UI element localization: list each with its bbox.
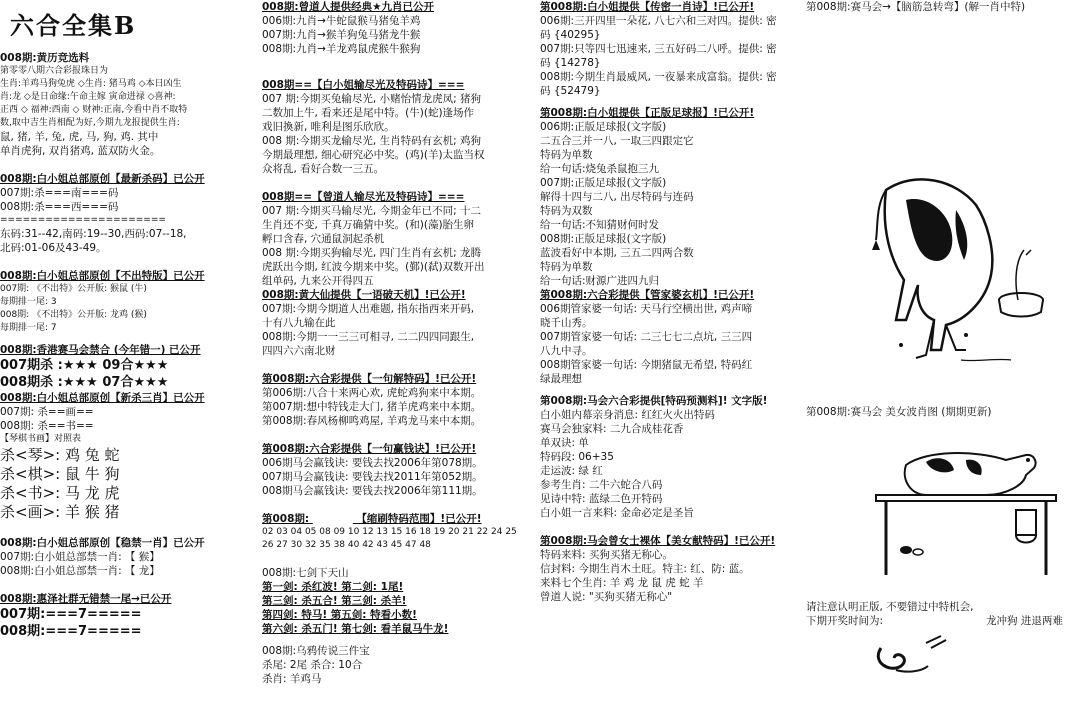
text-line: 008期:===7===== bbox=[0, 624, 142, 639]
section-zeng-poem bbox=[262, 190, 532, 288]
text-line: 006期:正版足球报(文字版) bbox=[540, 121, 667, 133]
text-line: 第四剑: 特马! 第五剑: 特看小数! bbox=[262, 609, 417, 621]
text-line: 007期:九肖→猴羊狗兔马猪龙牛猴 bbox=[262, 29, 421, 41]
text-line: 006期马会赢钱诀: 要钱去找2006年第078期。 bbox=[262, 457, 483, 469]
text-line: 单双诀: 单 bbox=[540, 437, 589, 449]
text-line: 008期:白小姐总部禁一肖: 【 龙】 bbox=[0, 565, 160, 577]
text-line: 今期最理想, 细心研究必中奖。(鸡)(羊)太监当权 bbox=[262, 149, 485, 161]
section-white-poem bbox=[262, 78, 532, 176]
range-head-left: 第008期: bbox=[262, 513, 310, 525]
text-line: 给一句话:烧兔杀鼠抱三九 bbox=[540, 163, 660, 175]
text-line: 八九中寻。 bbox=[540, 345, 593, 357]
section-heading: 008期:香港赛马会禁合 (今年错一) 已公开 bbox=[0, 344, 201, 356]
section-seven-swords bbox=[262, 566, 532, 636]
section-heading: 008期:乌鸦传说三件宝 bbox=[262, 645, 370, 657]
section-huang-daxian bbox=[262, 288, 532, 358]
text-line: 008期管家婆一句话: 今期猪鼠无希望, 特码红 bbox=[540, 359, 753, 371]
text-line: 第007期:想中特钱走大门, 猪羊虎鸡来中本期。 bbox=[262, 401, 482, 413]
text-line: 特码来料: 买狗买猪无称心。 bbox=[540, 549, 673, 561]
text-line: 鼠, 猪, 羊, 兔, 虎, 马, 狗, 鸡. 其中 bbox=[0, 131, 159, 143]
cow-on-table-image bbox=[866, 440, 1066, 590]
footer-next-draw: 下期开奖时间为: bbox=[806, 615, 884, 627]
text-line: 码 {52479} bbox=[540, 85, 601, 97]
section-heading: 008期:曾道人提供经典★九肖已公开 bbox=[262, 1, 435, 13]
text-line: 杀肖: 羊鸡马 bbox=[262, 673, 322, 685]
section-heading: 008期:白小姐总部原创【不出特版】已公开 bbox=[0, 270, 205, 282]
text-line: 四四六六南北财 bbox=[262, 345, 336, 357]
text-line: 007 期:今期买马输尽光, 今期金年已不同; 十二 bbox=[262, 205, 481, 217]
text-line: 杀尾: 2尾 杀合: 10合 bbox=[262, 659, 363, 671]
table-row: 杀<棋>: 鼠 牛 狗 bbox=[0, 465, 120, 483]
section-crow-legend bbox=[262, 644, 532, 686]
text-line: 008期:今期生肖最威风, 一夜暴来成富翁。提供: 密 bbox=[540, 71, 777, 83]
number-list: 02 03 04 05 08 09 10 12 13 15 16 18 19 20 21 22 24 25 bbox=[262, 527, 517, 537]
section-heading: 008期:白小姐总部原创【新杀三肖】已公开 bbox=[0, 392, 205, 404]
section-win-formula bbox=[262, 442, 532, 498]
squiggle-drawing-image bbox=[866, 628, 956, 678]
text-line: 007期:正版足球报(文字版) bbox=[540, 177, 667, 189]
text-line: 解得十四与二八, 出尽特码与连码 bbox=[540, 191, 694, 203]
section-hk-jockey bbox=[0, 343, 256, 391]
text-line: 第008期:春风杨柳鸣鸡屋, 羊鸡龙马来中本期。 bbox=[262, 415, 482, 427]
section-heading: 008期:七剑下天山 bbox=[262, 567, 349, 579]
text-line: 第三剑: 杀五合! 第三剑: 杀羊! bbox=[262, 595, 407, 607]
table-row: 杀<画>: 羊 猴 猪 bbox=[0, 503, 120, 521]
text-line: 007期:杀===南===码 bbox=[0, 187, 119, 199]
text-line: 虎跃出今期, 红波今期来中奖。(鄞)(弑)双数开出 bbox=[262, 261, 485, 273]
page-title: 六合全集B bbox=[10, 11, 137, 40]
table-row: 杀<琴>: 鸡 兔 蛇 bbox=[0, 446, 120, 464]
text-line: 007期管家婆一句话: 二三七七二点坑, 三三四 bbox=[540, 331, 753, 343]
section-ban-tail bbox=[0, 592, 256, 640]
text-line: 每期排一尾: 3 bbox=[0, 297, 57, 307]
text-line: 曾道人说: "买狗买猪无称心" bbox=[540, 591, 673, 603]
text-line: 蓝波看好中本期, 三五二四两合数 bbox=[540, 247, 694, 259]
text-line: 码 {40295} bbox=[540, 29, 601, 41]
section-heading: 第008期:六合彩提供【一句解特码】!已公开! bbox=[262, 373, 477, 385]
section-heading: 第008期:赛马会→【脑筋急转弯】(解一肖中特) bbox=[806, 1, 1026, 13]
section-almanac bbox=[0, 51, 256, 158]
section-no-special bbox=[0, 269, 256, 335]
text-line: 白小姐内幕亲身消息: 红红火火出特码 bbox=[540, 409, 715, 421]
text-line: 第006期:八合十来两心欢, 虎蛇鸡狗来中本期。 bbox=[262, 387, 482, 399]
text-line: 二五合三并一八, 一取三四跟定它 bbox=[540, 135, 694, 147]
column-1 bbox=[0, 0, 256, 724]
text-line: 008 期:今期买龙输尽光, 生肖特码有玄机; 鸡狗 bbox=[262, 135, 481, 147]
section-nine-zodiac bbox=[262, 0, 532, 56]
section-heading: 008期:黄大仙提供【一语破天机】!已公开! bbox=[262, 289, 466, 301]
text-line: 008期: 《不出特》公开版: 龙鸡 (猴) bbox=[0, 310, 147, 320]
text-line: 众将乱, 看好合数一三五。 bbox=[262, 163, 385, 175]
text-line: 给一句话:不知猜财何时发 bbox=[540, 219, 660, 231]
text-line: 信封料: 今期生肖木土旺。特主: 红、防: 蓝。 bbox=[540, 563, 750, 575]
text-line: 第一剑: 杀红波! 第二剑: 1尾! bbox=[262, 581, 404, 593]
text-line: 007期:今期今期道人出难题, 指东指西来开码, bbox=[262, 303, 475, 315]
section-heading bbox=[262, 512, 532, 526]
section-heading: 008期==【曾道人输尽光及特码诗】=== bbox=[262, 191, 465, 203]
number-list: 26 27 30 32 35 38 40 42 43 45 47 48 bbox=[262, 540, 431, 550]
text-line: 008期:今期一一三三可相寻, 二二四四同跟生, bbox=[262, 331, 475, 343]
text-line: 来料七个生肖: 羊 鸡 龙 鼠 虎 蛇 羊 bbox=[540, 577, 704, 589]
text-line: 北码:01-06及43-49。 bbox=[0, 242, 107, 254]
section-forecast bbox=[540, 394, 802, 520]
text-line: 参考生肖: 二牛六蛇合八码 bbox=[540, 479, 663, 491]
section-heading: 第008期:马会曾女士裸体【美女献特码】!已公开! bbox=[540, 535, 776, 547]
text-line: 006期管家婆一句话: 天马行空横出世, 鸡声啼 bbox=[540, 303, 753, 315]
column-4 bbox=[806, 0, 1080, 724]
text-line: 008期马会赢钱诀: 要钱去找2006年第111期。 bbox=[262, 485, 483, 497]
section-three-zodiac bbox=[0, 391, 256, 522]
section-heading: 008期:惠泽社群无错禁一尾→已公开 bbox=[0, 593, 172, 605]
text-line: 007期马会赢钱诀: 要钱去找2011年第052期。 bbox=[262, 471, 483, 483]
text-line: 008期: 杀==书== bbox=[0, 420, 94, 432]
text-line: 二数加上牛, 看来还是尾中特。(牛)(蛇)逢场作 bbox=[262, 107, 475, 119]
text-line: 007期: 《不出特》公开版: 猴鼠 (牛) bbox=[0, 284, 147, 294]
text-line: 码 {14278} bbox=[540, 57, 601, 69]
section-heading: 008期:白小姐总部原创【稳禁一肖】已公开 bbox=[0, 537, 205, 549]
text-line: 007 期:今期买兔输尽光, 小赌怡情龙虎凤; 猪狗 bbox=[262, 93, 481, 105]
text-line: 008期:杀===西===码 bbox=[0, 201, 119, 213]
text-line: 006期:三开四里一朵花, 八七六和三对四。提供: 密 bbox=[540, 15, 777, 27]
footer-riddle-answer: 龙冲狗 进退两难 bbox=[986, 615, 1063, 627]
section-one-sentence bbox=[262, 372, 532, 428]
text-line: 特码为单数 bbox=[540, 149, 593, 161]
text-line: 008期:九肖→羊龙鸡鼠虎猴牛猴狗 bbox=[262, 43, 421, 55]
section-secret-poem bbox=[540, 0, 802, 98]
text-line: 008 期:今期买狗输尽光, 四门生肖有玄机; 龙腾 bbox=[262, 247, 481, 259]
text-line: 赛马会独家料: 二九合成桂花香 bbox=[540, 423, 684, 435]
text-line: 戏旧換新, 唯利是图乐欣欣。 bbox=[262, 121, 395, 133]
text-line: 生肖:羊鸡马狗兔虎 ◇生肖: 猪马鸡 ◇本日凶生 bbox=[0, 79, 182, 89]
section-heading: 第008期:马会六合彩提供[特码预测料]! 文字版! bbox=[540, 395, 768, 407]
text-line: 008期:正版足球报(文字版) bbox=[540, 233, 667, 245]
section-heading: 008期:白小姐总部原创【最新杀码】已公开 bbox=[0, 173, 205, 185]
section-kill-code bbox=[0, 172, 256, 255]
section-housekeeper bbox=[540, 288, 802, 386]
text-line: 第零零八期六合彩报珠日为 bbox=[0, 66, 109, 76]
cow-drawing-image bbox=[846, 150, 1066, 380]
text-line: 特码为双数 bbox=[540, 205, 593, 217]
text-line: 006期:九肖→牛蛇鼠猴马猪兔羊鸡 bbox=[262, 15, 421, 27]
text-line: 007期:白小姐总部禁一肖: 【 猴】 bbox=[0, 551, 160, 563]
column-3 bbox=[540, 0, 802, 724]
text-line: 【琴棋书画】对照表 bbox=[0, 434, 82, 444]
text-line: 007期杀 :★★★ 09合★★★ bbox=[0, 358, 169, 373]
section-beauty-code bbox=[540, 534, 802, 604]
text-line: 晓千山秀。 bbox=[540, 317, 593, 329]
text-line: 孵口含春, 穴通鼠洞起杀机 bbox=[262, 233, 385, 245]
text-line: 东码:31--42,南码:19--30,西码:07--18, bbox=[0, 228, 187, 240]
text-line: 十有八九输在此 bbox=[262, 317, 336, 329]
text-line: 绿最理想 bbox=[540, 373, 582, 385]
section-range bbox=[262, 512, 532, 552]
section-ban-zodiac bbox=[0, 536, 256, 578]
range-head-right: 【缩刷特码范围】!已公开! bbox=[356, 513, 482, 525]
text-line: 007期:只等四七迅速来, 三五好码二八呼。提供: 密 bbox=[540, 43, 777, 55]
section-football-report bbox=[540, 106, 802, 288]
section-heading: 第008期:六合彩提供【一句赢钱诀】!已公开! bbox=[262, 443, 477, 455]
text-line: 008期杀 :★★★ 07合★★★ bbox=[0, 375, 169, 390]
table-row: 杀<书>: 马 龙 虎 bbox=[0, 484, 120, 502]
section-heading: 第008期:白小姐提供【传密一肖诗】!已公开! bbox=[540, 1, 755, 13]
text-line: 特码为单数 bbox=[540, 261, 593, 273]
section-heading: 008期:黄历竞选料 bbox=[0, 52, 90, 64]
text-line: 007期:===7===== bbox=[0, 607, 142, 622]
text-line: 单肖虎狗, 双肖猪鸡, 蓝双防火金。 bbox=[0, 145, 161, 157]
text-line: 007期: 杀==画== bbox=[0, 406, 94, 418]
text-line: 每期排一尾: 7 bbox=[0, 323, 57, 333]
section-heading: 第008期:赛马会 美女波肖图 (期期更新) bbox=[806, 406, 992, 418]
text-line: 肖:龙 ◇是日命缘:午命主嫁 寅命进禄 ◇喜神: bbox=[0, 92, 176, 102]
text-line: 生肖还不变, 千真万确猜中奖。(和)(藻)胎生卵 bbox=[262, 219, 475, 231]
footer-notice: 请注意认明正版, 不要错过中特机会, bbox=[806, 601, 974, 613]
text-line: 走运波: 绿 红 bbox=[540, 465, 603, 477]
text-line: 组单码, 九来公开得四五 bbox=[262, 275, 374, 287]
text-line: 见诗中特: 蓝绿二色开特码 bbox=[540, 493, 663, 505]
text-line: 白小姐一言来料: 金命必定是圣旨 bbox=[540, 507, 694, 519]
divider-line: ====================== bbox=[0, 215, 166, 225]
text-line: 特码段: 06+35 bbox=[540, 451, 614, 463]
section-heading: 第008期:六合彩提供【管家婆玄机】!已公开! bbox=[540, 289, 755, 301]
section-heading: 第008期:白小姐提供【正版足球报】!已公开! bbox=[540, 107, 755, 119]
text-line: 给一句话:财源广进四九归 bbox=[540, 275, 660, 287]
text-line: 数,取中吉生肖相配为好,今期九龙报提供生肖: bbox=[0, 118, 180, 128]
text-line: 第六剑: 杀五门! 第七剑: 看羊鼠马牛龙! bbox=[262, 623, 449, 635]
column-2 bbox=[262, 0, 532, 724]
text-line: 正西 ◇ 福神:西南 ◇ 财神:正南,今看中肖不取特 bbox=[0, 105, 188, 115]
section-heading: 008期==【白小姐输尽光及特码诗】=== bbox=[262, 79, 465, 91]
